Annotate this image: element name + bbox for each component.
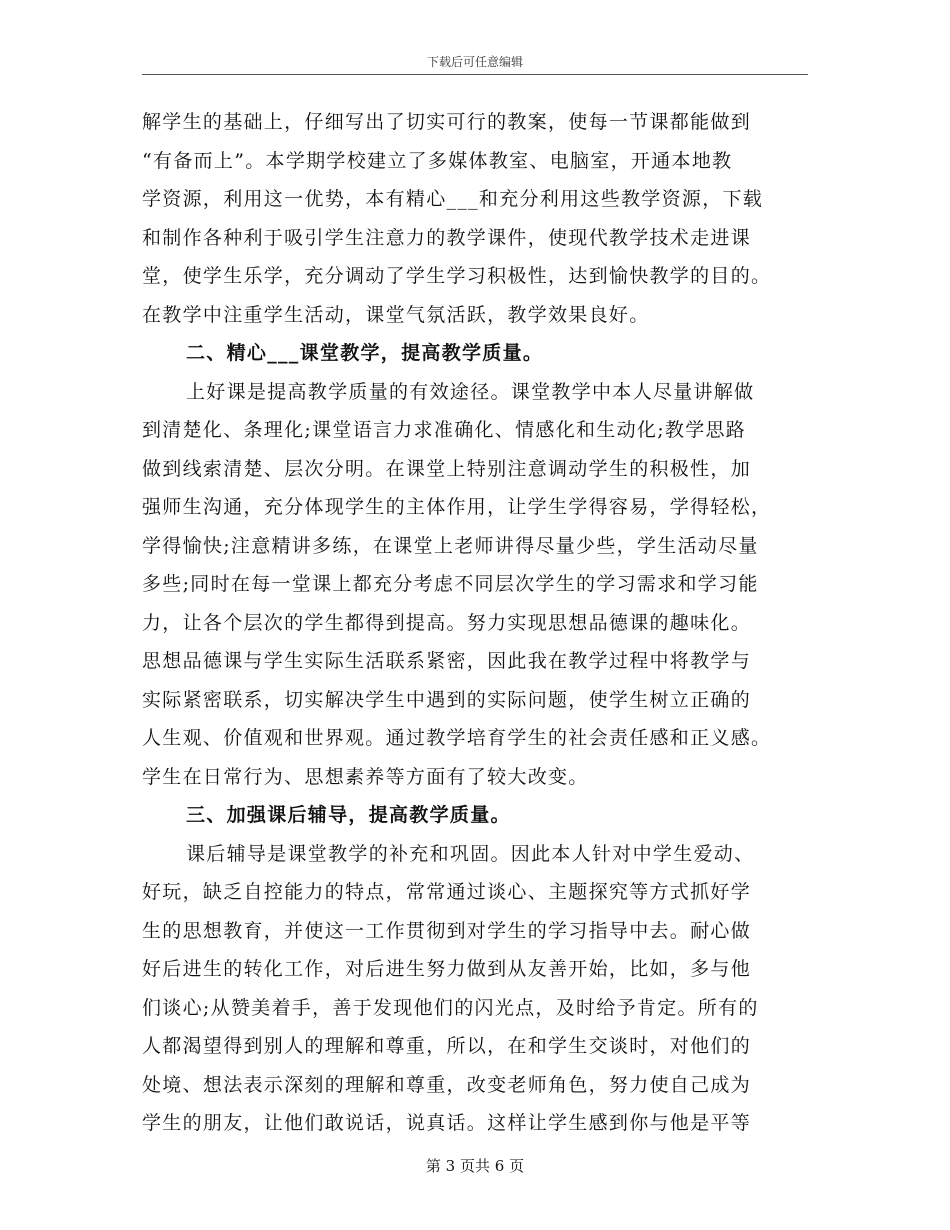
paragraph-line: 思想品德课与学生实际生活联系紧密，因此我在教学过程中将教学与 xyxy=(142,650,752,672)
paragraph-line: 处境、想法表示深刻的理解和尊重，改变老师角色，努力使自己成为 xyxy=(142,1073,752,1096)
paragraph-line: 强师生沟通，充分体现学生的主体作用，让学生学得容易，学得轻松， xyxy=(142,496,772,518)
paragraph-line: 人都渴望得到别人的理解和尊重，所以，在和学生交谈时，对他们的 xyxy=(142,1035,752,1057)
paragraph-line: 好玩，缺乏自控能力的特点，常常通过谈心、主题探究等方式抓好学 xyxy=(142,881,752,903)
paragraph-line: 们谈心;从赞美着手，善于发现他们的闪光点，及时给予肯定。所有的 xyxy=(142,996,759,1019)
paragraph-line: 生的思想教育，并使这一工作贯彻到对学生的学习指导中去。耐心做 xyxy=(142,919,752,942)
paragraph-line: 学生在日常行为、思想素养等方面有了较大改变。 xyxy=(142,765,589,788)
paragraph-line: 学生的朋友，让他们敢说话，说真话。这样让学生感到你与他是平等 xyxy=(142,1112,752,1134)
paragraph-line: 课后辅导是课堂教学的补充和巩固。因此本人针对中学生爱动、 xyxy=(186,842,755,865)
document-body xyxy=(142,103,808,1143)
paragraph-line: 到清楚化、条理化;课堂语言力求准确化、情感化和生动化;教学思路 xyxy=(142,419,747,441)
page-header: 下载后可任意编辑 xyxy=(426,55,523,69)
paragraph-line: 堂，使学生乐学，充分调动了学生学习积极性，达到愉快教学的目的。 xyxy=(142,265,772,287)
paragraph-line: 解学生的基础上，仔细写出了切实可行的教案，使每一节课都能做到 xyxy=(142,111,752,133)
paragraph-line: 学资源，利用这一优势，本有精心___和充分利用这些教学资源，下载 xyxy=(142,188,764,210)
paragraph-line: 在教学中注重学生活动，课堂气氛活跃，教学效果良好。 xyxy=(142,303,650,326)
paragraph-line: 好后进生的转化工作，对后进生努力做到从友善开始，比如，多与他 xyxy=(142,958,752,980)
paragraph-line: “有备而上”。本学期学校建立了多媒体教室、电脑室，开通本地教 xyxy=(142,149,733,172)
paragraph-line: 力，让各个层次的学生都得到提高。努力实现思想品德课的趣味化。 xyxy=(142,611,752,634)
paragraph-line: 学得愉快;注意精讲多练，在课堂上老师讲得尽量少些，学生活动尽量 xyxy=(142,534,759,557)
paragraph-line: 做到线索清楚、层次分明。在课堂上特别注意调动学生的积极性，加 xyxy=(142,457,752,480)
section-heading: 三、加强课后辅导，提高教学质量。 xyxy=(186,804,511,826)
paragraph-line: 人生观、价值观和世界观。通过教学培育学生的社会责任感和正义感。 xyxy=(142,727,772,749)
paragraph-line: 实际紧密联系，切实解决学生中遇到的实际问题，使学生树立正确的 xyxy=(142,688,752,711)
page-number: 第 3 页共 6 页 xyxy=(425,1157,525,1175)
header-divider xyxy=(142,74,808,75)
paragraph-line: 和制作各种利于吸引学生注意力的教学课件，使现代教学技术走进课 xyxy=(142,226,752,249)
paragraph-line: 多些;同时在每一堂课上都充分考虑不同层次学生的学习需求和学习能 xyxy=(142,573,759,595)
section-heading: 二、精心___课堂教学，提高教学质量。 xyxy=(186,342,544,364)
paragraph-line: 上好课是提高教学质量的有效途径。课堂教学中本人尽量讲解做 xyxy=(186,380,755,403)
